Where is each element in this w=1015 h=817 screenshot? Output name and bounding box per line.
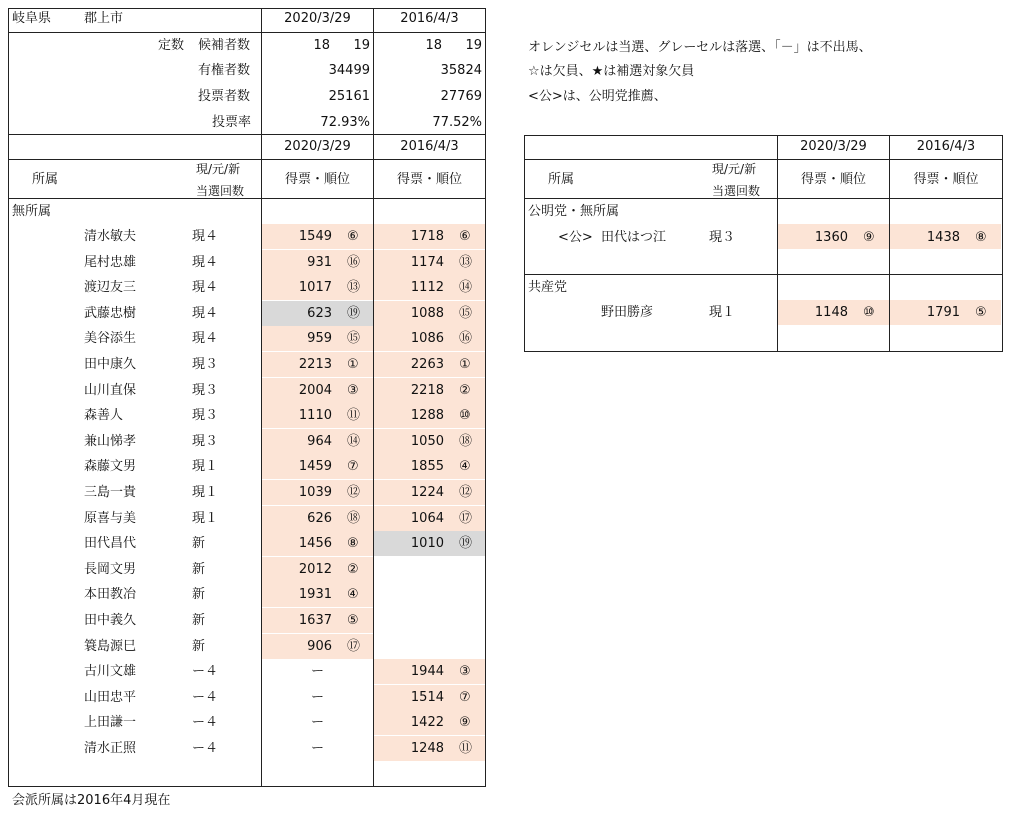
side-date-2020: 2020/3/29 (800, 139, 867, 154)
votes-2016: 1088 (410, 306, 444, 321)
prefecture: 岐阜県 (12, 11, 52, 26)
votes-2020: ー (310, 715, 324, 730)
candidate-status: ー４ (192, 741, 219, 756)
cand-2016: 19 (465, 38, 482, 53)
teisu-2016: 18 (425, 38, 442, 53)
votes-2020: 1110 (298, 408, 332, 423)
rank-2016: ① (459, 357, 471, 372)
rank-2016: ⑮ (459, 306, 473, 321)
candidate-name: 簑島源巳 (84, 639, 137, 654)
rank-2020: ② (347, 562, 359, 577)
votes-2016: 1086 (410, 331, 444, 346)
candidate-status: 新 (192, 536, 206, 551)
candidate-status: 現３ (192, 408, 219, 423)
rank-2016: ⑬ (459, 255, 473, 270)
status-header-1: 現/元/新 (196, 162, 241, 176)
rank-2016: ⑰ (459, 511, 473, 526)
rank-2020: ⑬ (347, 280, 361, 295)
city: 郡上市 (84, 11, 124, 26)
rank-2020: ③ (347, 383, 359, 398)
candidate-name: 渡辺友三 (84, 280, 137, 295)
candidate-status: 新 (192, 639, 206, 654)
votes-2020: ー (310, 690, 324, 705)
col-header-line (8, 198, 486, 199)
votes-2016: 1248 (410, 741, 444, 756)
date-2016: 2016/4/3 (400, 11, 459, 26)
votes-2020: 1017 (298, 280, 332, 295)
candidate-status: 現３ (192, 434, 219, 449)
rank-2016: ⑱ (459, 434, 473, 449)
votes-2020: 626 (307, 511, 332, 526)
side-affiliation-header: 所属 (548, 172, 575, 187)
rank-2016: ⑩ (459, 408, 471, 423)
side-date-line (524, 159, 1003, 160)
votes-2016: 1855 (410, 459, 444, 474)
turnout-rate-2020: 72.93% (320, 115, 370, 130)
votes-2020: 2213 (298, 357, 332, 372)
legend-line-2: ☆は欠員、★は補選対象欠員 (528, 64, 695, 79)
votes-2020: 1931 (298, 587, 332, 602)
rank-2020: ⑱ (347, 511, 361, 526)
rank-2020: ① (347, 357, 359, 372)
candidate-status: 現１ (192, 485, 219, 500)
candidate-status: 現３ (192, 383, 219, 398)
side-status-header-2: 当選回数 (712, 184, 761, 198)
legend-line-1: オレンジセルは当選、グレーセルは落選、「－」は不出馬、 (528, 40, 872, 55)
voters-label: 有権者数 (198, 63, 251, 78)
votes-2020: 2012 (298, 562, 332, 577)
rank-2016: ⑨ (459, 715, 471, 730)
votes-2020: 1637 (298, 613, 332, 628)
votes-2020: 906 (307, 639, 332, 654)
candidate-status: 現３ (192, 357, 219, 372)
rank-2016: ② (459, 383, 471, 398)
side-cand1-v16: 1438 (926, 230, 960, 245)
candidate-name: 三島一貴 (84, 485, 137, 500)
candidate-status: 現１ (192, 459, 219, 474)
candidate-name: 本田教冶 (84, 587, 137, 602)
rank-2020: ⑤ (347, 613, 359, 628)
rank-2020: ⑭ (347, 434, 361, 449)
votes-2020: 964 (307, 434, 332, 449)
votes-2016: 1224 (410, 485, 444, 500)
votes-rank-header-2016: 得票・順位 (396, 172, 462, 187)
rank-2020: ⑮ (347, 331, 361, 346)
side-date-2016: 2016/4/3 (916, 139, 976, 154)
rank-2016: ⑯ (459, 331, 473, 346)
votes-2020: 2004 (298, 383, 332, 398)
side-group-komei: 公明党・無所属 (528, 204, 620, 219)
votes-2016: 1050 (410, 434, 444, 449)
votes-2020: 959 (307, 331, 332, 346)
side-cand1-v20: 1360 (814, 230, 848, 245)
side-cand2-status: 現１ (709, 305, 736, 320)
rank-2020: ⑫ (347, 485, 361, 500)
votes-2016: 1174 (410, 255, 444, 270)
side-votes-rank-2020: 得票・順位 (800, 172, 866, 187)
votes-2020: 1459 (298, 459, 332, 474)
side-group-line (524, 274, 1003, 275)
votes-2016: 1422 (410, 715, 444, 730)
status-header-2: 当選回数 (196, 184, 245, 198)
candidate-status: 現４ (192, 229, 219, 244)
candidate-status: ー４ (192, 664, 219, 679)
rank-2016: ③ (459, 664, 471, 679)
date-2020: 2020/3/29 (284, 11, 351, 26)
voters-2020: 34499 (328, 63, 370, 78)
group-independent: 無所属 (12, 204, 52, 219)
votes-2020: 1039 (298, 485, 332, 500)
votes-2016: 1718 (410, 229, 444, 244)
date-2016-sub: 2016/4/3 (400, 139, 459, 154)
votes-2020: 1549 (298, 229, 332, 244)
candidate-name: 森藤文男 (84, 459, 137, 474)
rank-2020: ⑥ (347, 229, 359, 244)
candidate-name: 古川文雄 (84, 664, 137, 679)
candidate-status: 現４ (192, 255, 219, 270)
candidate-name: 山田忠平 (84, 690, 137, 705)
votes-2020: 623 (307, 306, 332, 321)
candidate-name: 森善人 (84, 408, 124, 423)
rank-2016: ⑪ (459, 741, 473, 756)
rank-2016: ⑦ (459, 690, 471, 705)
candidate-name: 尾村忠雄 (84, 255, 137, 270)
turnout-count-label: 投票者数 (198, 89, 251, 104)
votes-2016: 1514 (410, 690, 444, 705)
votes-2020: 931 (307, 255, 332, 270)
side-header-line (524, 198, 1003, 199)
rank-2016: ⑭ (459, 280, 473, 295)
side-votes-rank-2016: 得票・順位 (913, 172, 979, 187)
candidate-status: 現４ (192, 331, 219, 346)
side-cand1-prefix: <公> (558, 230, 593, 245)
rank-2020: ⑯ (347, 255, 361, 270)
candidate-name: 山川直保 (84, 383, 137, 398)
votes-2016: 1064 (410, 511, 444, 526)
side-cand1-r16: ⑧ (975, 230, 987, 245)
side-cand1-status: 現３ (709, 230, 736, 245)
candidate-name: 田中康久 (84, 357, 137, 372)
turnout-rate-2016: 77.52% (432, 115, 482, 130)
candidate-name: 清水正照 (84, 741, 137, 756)
header-line (8, 32, 486, 33)
rank-2020: ⑦ (347, 459, 359, 474)
footer-note: 会派所属は2016年4月現在 (12, 793, 171, 808)
candidate-name: 田中義久 (84, 613, 137, 628)
votes-2016: 1010 (410, 536, 444, 551)
candidate-status: 新 (192, 587, 206, 602)
candidate-status: 新 (192, 562, 206, 577)
affiliation-header: 所属 (32, 172, 59, 187)
stats-bottom-line (8, 134, 486, 135)
rank-2016: ⑥ (459, 229, 471, 244)
date-2020-sub: 2020/3/29 (284, 139, 351, 154)
side-cand2-v16: 1791 (926, 305, 960, 320)
votes-2020: ー (310, 664, 324, 679)
side-cand2-r16: ⑤ (975, 305, 987, 320)
rank-2016: ⑲ (459, 536, 473, 551)
side-status-header-1: 現/元/新 (712, 162, 757, 176)
votes-2016: 1944 (410, 664, 444, 679)
candidate-status: ー４ (192, 690, 219, 705)
teisu-label: 定数 (158, 38, 185, 53)
rank-2016: ⑫ (459, 485, 473, 500)
votes-2016: 1288 (410, 408, 444, 423)
side-cand2-r20: ⑩ (863, 305, 875, 320)
candidate-name: 美谷添生 (84, 331, 137, 346)
rank-2016: ④ (459, 459, 471, 474)
candidate-name: 清水敏夫 (84, 229, 137, 244)
candidate-status: 現１ (192, 511, 219, 526)
side-cand1-name: 田代はつ江 (601, 230, 667, 245)
candidate-status: ー４ (192, 715, 219, 730)
date-row-line (8, 159, 486, 160)
cand-2020: 19 (353, 38, 370, 53)
candidate-status: 現４ (192, 280, 219, 295)
side-cand2-name: 野田勝彦 (601, 305, 654, 320)
turnout-rate-label: 投票率 (212, 115, 252, 130)
rank-2020: ④ (347, 587, 359, 602)
voters-2016: 35824 (440, 63, 482, 78)
candidate-name: 武藤忠樹 (84, 306, 137, 321)
candidates-label: 候補者数 (198, 38, 251, 53)
votes-2016: 2263 (410, 357, 444, 372)
side-cand2-v20: 1148 (814, 305, 848, 320)
teisu-2020: 18 (313, 38, 330, 53)
candidate-name: 長岡文男 (84, 562, 137, 577)
turnout-count-2016: 27769 (440, 89, 482, 104)
rank-2020: ⑰ (347, 639, 361, 654)
votes-2016: 2218 (410, 383, 444, 398)
rank-2020: ⑪ (347, 408, 361, 423)
candidate-name: 兼山悌孝 (84, 434, 137, 449)
votes-2020: ー (310, 741, 324, 756)
votes-rank-header-2020: 得票・順位 (284, 172, 350, 187)
turnout-count-2020: 25161 (328, 89, 370, 104)
candidate-status: 新 (192, 613, 206, 628)
votes-2016: 1112 (410, 280, 444, 295)
side-group-jcp: 共産党 (528, 280, 568, 295)
rank-2020: ⑲ (347, 306, 361, 321)
candidate-name: 上田謙一 (84, 715, 137, 730)
candidate-name: 田代昌代 (84, 536, 137, 551)
side-cand1-r20: ⑨ (863, 230, 875, 245)
rank-2020: ⑧ (347, 536, 359, 551)
candidate-name: 原喜与美 (84, 511, 137, 526)
candidate-status: 現４ (192, 306, 219, 321)
legend-line-3: <公>は、公明党推薦、 (528, 89, 667, 104)
votes-2020: 1456 (298, 536, 332, 551)
